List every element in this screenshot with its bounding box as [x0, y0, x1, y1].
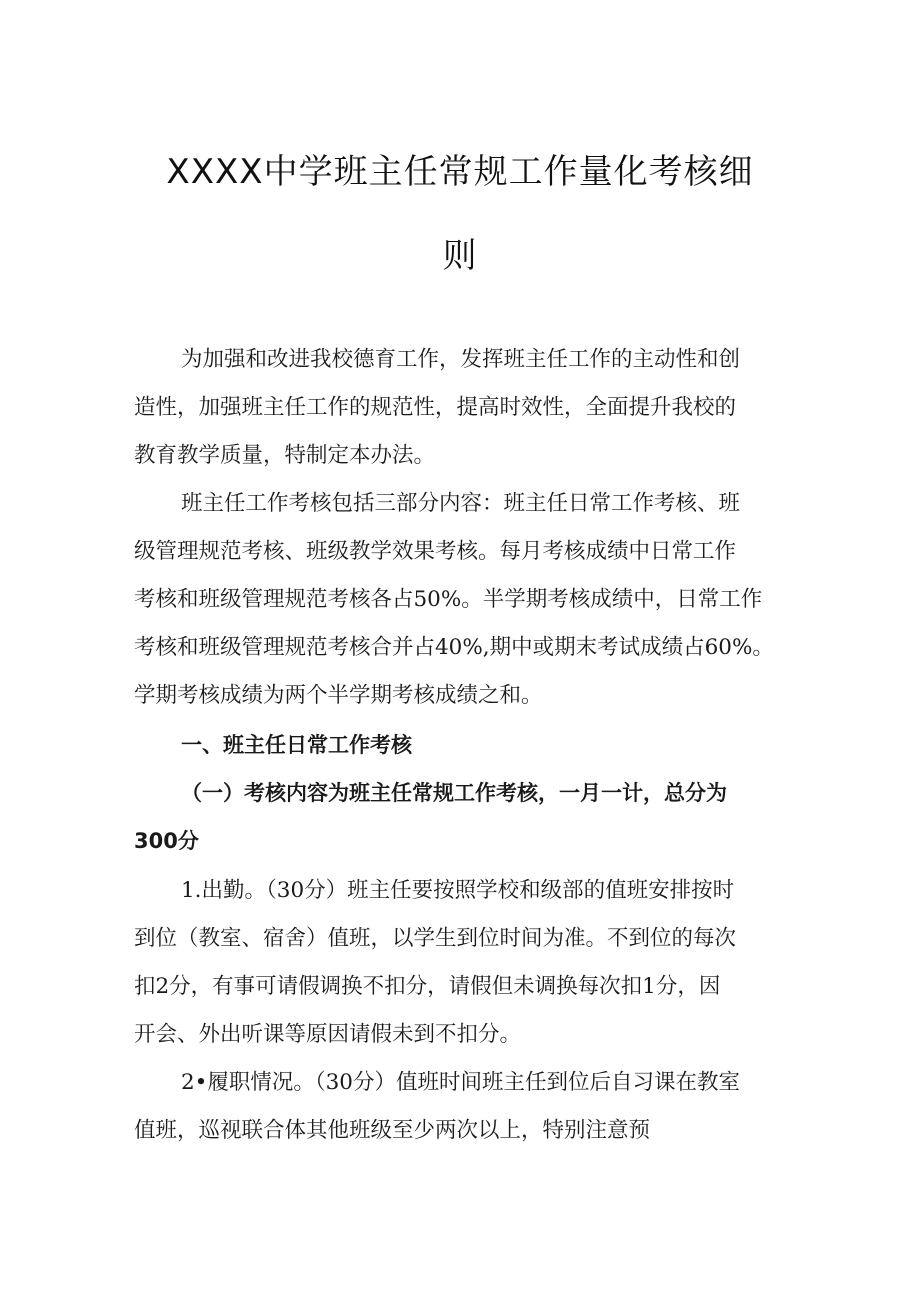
- scope-line-2: 级管理规范考核、班级教学效果考核。每月考核成绩中日常工作: [134, 539, 737, 564]
- scope-line-4: 考核和班级管理规范考核合并占40%,期中或期末考试成绩占60%。: [134, 635, 774, 660]
- section-1-heading: 一、班主任日常工作考核: [181, 733, 412, 757]
- intro-line-3: 教育教学质量，特制定本办法。: [134, 443, 436, 468]
- item-2-line-1: 2•履职情况。（30分）值班时间班主任到位后自习课在教室: [181, 1070, 740, 1095]
- scope-line-3: 考核和班级管理规范考核各占50%。半学期考核成绩中，日常工作: [134, 587, 763, 612]
- subsection-1-line-1: （一）考核内容为班主任常规工作考核，一月一计，总分为: [181, 781, 727, 805]
- intro-line-2: 造性，加强班主任工作的规范性，提高时效性，全面提升我校的: [134, 395, 737, 420]
- item-1-line-4: 开会、外出听课等原因请假未到不扣分。: [134, 1022, 522, 1047]
- item-1-line-1: 1.出勤。（30分）班主任要按照学校和级部的值班安排按时: [181, 878, 735, 903]
- intro-line-1: 为加强和改进我校德育工作，发挥班主任工作的主动性和创: [181, 347, 741, 372]
- item-2-line-2: 值班，巡视联合体其他班级至少两次以上，特别注意预: [134, 1118, 651, 1143]
- item-1-line-2: 到位（教室、宿舍）值班，以学生到位时间为准。不到位的每次: [134, 926, 737, 951]
- scope-line-1: 班主任工作考核包括三部分内容：班主任日常工作考核、班: [181, 491, 741, 516]
- document-title-line-1: XXXX中学班主任常规工作量化考核细: [166, 152, 754, 192]
- subsection-1-line-2: 300分: [134, 829, 199, 853]
- scope-line-5: 学期考核成绩为两个半学期考核成绩之和。: [134, 683, 543, 708]
- item-1-line-3: 扣2分，有事可请假调换不扣分，请假但未调换每次扣1分，因: [134, 974, 721, 999]
- document-title-line-2: 则: [442, 236, 478, 276]
